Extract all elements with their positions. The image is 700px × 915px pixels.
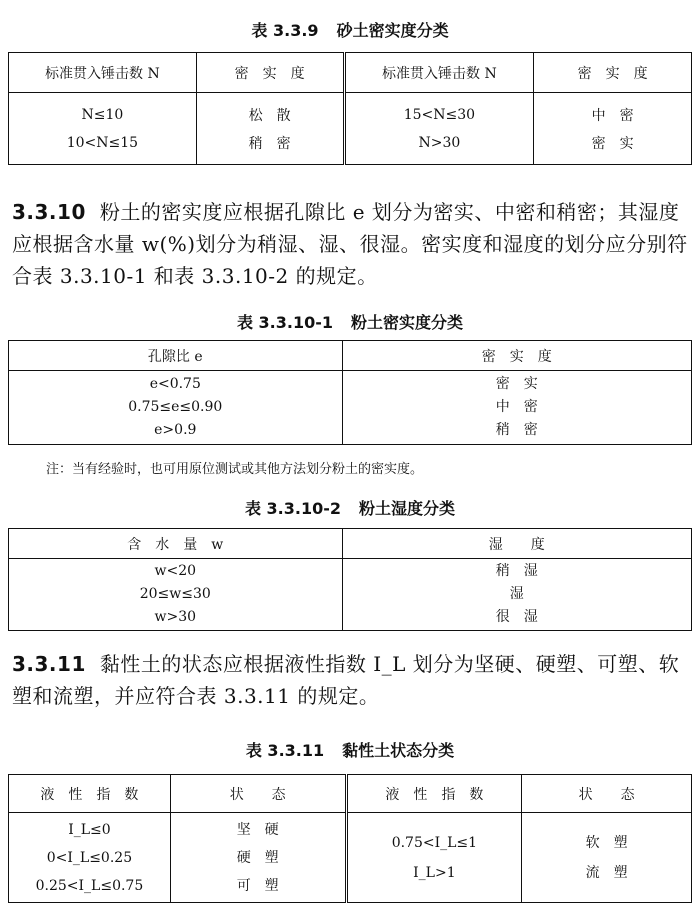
table-3-3-10-2-number: 表 3.3.10-2 [244, 499, 342, 518]
table-3-3-9-title: 砂土密实度分类 [336, 21, 449, 40]
list-item: 坚 硬 [236, 821, 279, 838]
section-number: 3.3.11 [12, 652, 86, 676]
list-item: 稍 湿 [495, 563, 538, 579]
table-3-3-10-2-caption [0, 496, 700, 519]
table-cell: 10<N≤15 [66, 135, 139, 152]
table-3-3-11-caption [0, 738, 700, 761]
table-note: 注：当有经验时，也可用原位测试或其他方法划分粉土的密实度。 [46, 462, 424, 477]
table-3-3-9 [8, 52, 692, 165]
list-item: w<20 [154, 563, 197, 579]
table-3-3-10-1-caption [0, 310, 700, 333]
section-text: 粉土的密实度应根据孔隙比 e 划分为密实、中密和稍密；其湿度应根据含水量 w(%)划分为稍湿、湿、很湿。密实度和湿度的划分应分别符合表 3.3.10-1 和表 3.3.10-2 的规定。 [12, 200, 688, 288]
table-3-3-10-2 [8, 528, 692, 631]
table-cell: 稍 密 [196, 129, 344, 165]
table-3-3-11-header: 液 性 指 数 [346, 775, 522, 813]
table-cell: 密 实 [534, 129, 692, 165]
table-3-3-10-2-title: 粉土湿度分类 [359, 499, 456, 518]
list-item: 中 密 [495, 399, 538, 415]
table-3-3-11 [8, 774, 692, 903]
table-3-3-11-header: 状 态 [522, 775, 692, 813]
list-item: I_L>1 [413, 864, 456, 881]
table-cell: 15<N≤30 [344, 93, 534, 129]
list-item: 密 实 [495, 376, 538, 392]
table-3-3-9-number: 表 3.3.9 [251, 21, 319, 40]
section-text: 黏性土的状态应根据液性指数 I_L 划分为坚硬、硬塑、可塑、软塑和流塑，并应符合表 3.3.11 的规定。 [12, 652, 680, 708]
table-3-3-9-header: 密 实 度 [196, 53, 344, 93]
list-item: 稍 密 [495, 422, 538, 438]
table-3-3-11-number: 表 3.3.11 [245, 741, 325, 760]
table-3-3-10-1-title: 粉土密实度分类 [351, 313, 464, 332]
table-cell: 中 密 [534, 93, 692, 129]
table-3-3-10-1-header: 孔隙比 e [9, 341, 343, 371]
table-cell [9, 813, 171, 903]
list-item: 很 湿 [495, 609, 538, 625]
list-item: 0.75<I_L≤1 [391, 834, 478, 851]
section-3-3-10 [12, 196, 696, 292]
table-cell: 松 散 [196, 93, 344, 129]
list-item: 软 塑 [585, 834, 628, 851]
table-row [9, 813, 692, 903]
table-cell [170, 813, 346, 903]
list-item: 0.75≤e≤0.90 [128, 399, 223, 415]
table-row [9, 129, 692, 165]
table-row [9, 93, 692, 129]
list-item: 20≤w≤30 [139, 586, 211, 602]
table-cell: N>30 [344, 129, 534, 165]
table-cell [9, 559, 343, 631]
list-item: 流 塑 [585, 864, 628, 881]
table-cell [346, 813, 522, 903]
table-3-3-9-header: 标准贯入锤击数 N [344, 53, 534, 93]
table-cell [342, 559, 691, 631]
table-3-3-10-1-number: 表 3.3.10-1 [236, 313, 334, 332]
table-3-3-10-2-header: 含 水 量 w [9, 529, 343, 559]
table-cell [342, 371, 691, 445]
list-item: 硬 塑 [236, 849, 279, 866]
table-3-3-9-header: 标准贯入锤击数 N [9, 53, 197, 93]
table-3-3-11-title: 黏性土状态分类 [342, 741, 455, 760]
table-row [9, 371, 692, 445]
table-3-3-9-header: 密 实 度 [534, 53, 692, 93]
list-item: 可 塑 [236, 877, 279, 894]
list-item: 0<I_L≤0.25 [46, 849, 133, 866]
list-item: e<0.75 [149, 376, 201, 392]
table-cell: N≤10 [81, 106, 124, 123]
table-3-3-9-caption [0, 18, 700, 41]
table-3-3-11-header: 状 态 [170, 775, 346, 813]
list-item: w>30 [154, 609, 197, 625]
table-3-3-10-1-header: 密 实 度 [342, 341, 691, 371]
list-item: e>0.9 [154, 422, 197, 438]
table-3-3-10-1 [8, 340, 692, 445]
table-3-3-11-header: 液 性 指 数 [9, 775, 171, 813]
list-item: 0.25<I_L≤0.75 [35, 877, 144, 894]
list-item: I_L≤0 [68, 821, 111, 838]
section-3-3-11 [12, 648, 696, 712]
list-item: 湿 [509, 586, 524, 602]
table-cell [522, 813, 692, 903]
table-row [9, 559, 692, 631]
section-number: 3.3.10 [12, 200, 86, 224]
table-3-3-10-2-header: 湿 度 [342, 529, 691, 559]
table-cell [9, 371, 343, 445]
